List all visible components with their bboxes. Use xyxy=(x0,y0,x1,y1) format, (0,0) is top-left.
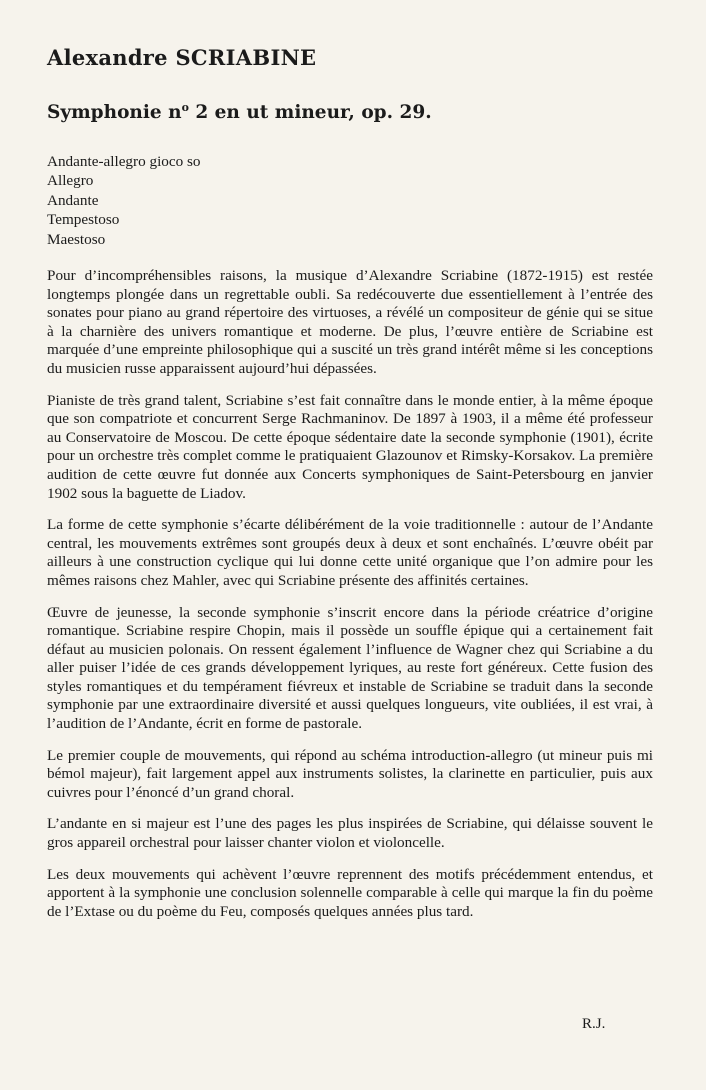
composer-heading: Alexandre SCRIABINE xyxy=(47,45,317,70)
movement-item: Andante xyxy=(47,191,99,209)
movement-item: Allegro xyxy=(47,172,94,189)
work-title-part-2: 2 en ut mineur, op. 29. xyxy=(188,102,432,124)
work-title-superscript: o xyxy=(181,101,189,115)
paragraph-finale: Les deux mouvements qui achèvent l’œuvre reprennent des motifs précédemment entendus, et apportent à la symphonie une conclusion solennelle comparable à celle qui marque la fin du poème de l’Extase ou du poème du Feu, composés quelques années plus tard. xyxy=(47,865,653,920)
movement-item: Andante-allegro gioco so xyxy=(47,152,201,170)
work-title-part-1: Symphonie n xyxy=(47,102,182,124)
body-text xyxy=(47,267,653,921)
paragraph-form: La forme de cette symphonie s’écarte délibérément de la voie traditionnelle : autour de l’Andante central, les mouvements extrêmes sont groupés deux à deux et sont enchaînés. L’œuvre obéit par ailleurs à une construction cyclique qui lui donne cette unité organique que l’on admire pour les mêmes raisons chez Mahler, avec qui Scriabine présente des affinités certaines. xyxy=(47,516,653,589)
paragraph-andante: L’andante en si majeur est l’une des pages les plus inspirées de Scriabine, qui délaisse souvent le gros appareil orchestral pour laisser chanter violon et violoncelle. xyxy=(47,815,653,852)
paragraph-intro: Pour d’incompréhensibles raisons, la musique d’Alexandre Scriabine (1872-1915) est restée longtemps plongée dans un regrettable oubli. Sa redécouverte due essentiellement à l’entrée des sonates pour piano au grand répertoire des virtuoses, a révélé un compositeur de génie qui se situe à la charnière des univers romantique et moderne. De plus, l’œuvre entière de Scriabine est marquée d’une empreinte philosophique qui a suscité un très grand intérêt même si les conceptions du musicien russe apparaissent aujourd’hui dépassées. xyxy=(47,267,653,377)
movement-item: Maestoso xyxy=(47,230,106,248)
work-title xyxy=(47,101,653,125)
paragraph-first-movements: Le premier couple de mouvements, qui répond au schéma introduction-allegro (ut mineur puis mi bémol majeur), fait largement appel aux instruments solistes, la clarinette en particulier, puis aux cuivres pour l’énoncé d’un grand choral. xyxy=(47,746,653,801)
movement-list xyxy=(47,152,653,250)
paragraph-youth: Œuvre de jeunesse, la seconde symphonie s’inscrit encore dans la période créatrice d’origine romantique. Scriabine respire Chopin, mais il possède un souffle épique qui a certainement fait défaut au musicien polonais. On ressent également l’influence de Wagner chez qui Scriabine a du aller puiser l’idée de ces grands développement lyriques, au reste fort généreux. Cette fusion des styles romantiques et du tempérament fiévreux et instable de Scriabine se traduit dans la seconde symphonie par une extraordinaire diversité et aussi quelques longueurs, vite oubliées, il est vrai, à l’audition de l’Andante, écrit en forme de pastorale. xyxy=(47,603,653,733)
paragraph-pianist: Pianiste de très grand talent, Scriabine s’est fait connaître dans le monde entier, à la même époque que son compatriote et concurrent Serge Rachmaninov. De 1897 à 1903, il a même été professeur au Conservatoire de Moscou. De cette époque sédentaire date la seconde symphonie (1901), écrite pour un orchestre très complet comme le pratiquaient Glazounov et Rimsky-Korsakov. La première audition de cette œuvre fut donnée aux Concerts symphoniques de Saint-Petersbourg en janvier 1902 sous la baguette de Liadov. xyxy=(47,391,653,502)
movement-item: Tempestoso xyxy=(47,211,120,228)
document-content xyxy=(47,44,653,934)
author-signature: R.J. xyxy=(582,1016,606,1032)
